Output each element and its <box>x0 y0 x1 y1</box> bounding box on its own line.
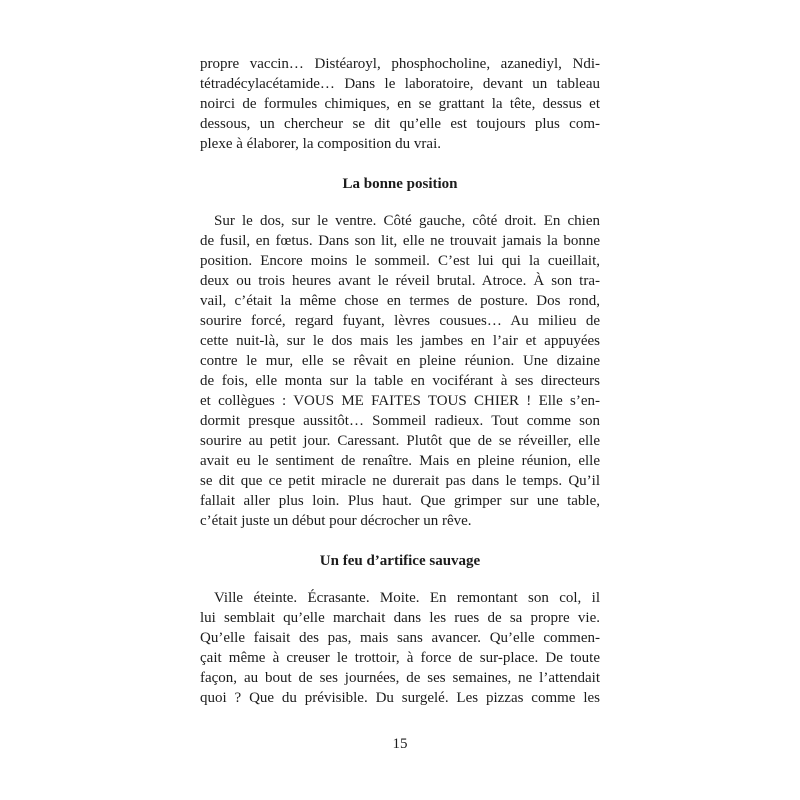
text-line: dessous, un chercheur se dit qu’elle est toujours plus com- <box>200 116 600 132</box>
text-line: propre vaccin… Distéaroyl, phosphocholine, azanediyl, Ndi- <box>200 56 600 72</box>
text-line: dormit presque aussitôt… Sommeil radieux. Tout comme son <box>200 413 600 429</box>
page-number: 15 <box>392 736 408 752</box>
text-line: de fusil, en fœtus. Dans son lit, elle ne trouvait jamais la bonne <box>200 233 600 249</box>
text-line: cette nuit-là, sur le dos mais les jambes en l’air et appuyées <box>200 333 600 349</box>
paragraph <box>200 588 600 708</box>
text-line: vail, c’était la même chose en termes de posture. Dos rond, <box>200 293 600 309</box>
text-line: position. Encore moins le sommeil. C’est lui qui la cueillait, <box>200 253 600 269</box>
text-line: sourire au petit jour. Caressant. Plutôt que de se réveiller, elle <box>200 433 600 449</box>
text-line: Sur le dos, sur le ventre. Côté gauche, côté droit. En chien <box>214 213 600 229</box>
text-line: façon, au bout de ses journées, de ses semaines, ne l’attendait <box>200 670 600 686</box>
text-line: quoi ? Que du prévisible. Du surgelé. Les pizzas comme les <box>200 690 600 706</box>
text-line: avait eu le sentiment de renaître. Mais en pleine réunion, elle <box>200 453 600 469</box>
text-line: et collègues : VOUS ME FAITES TOUS CHIER ! Elle s’en- <box>200 393 600 409</box>
section-heading: Un feu d’artifice sauvage <box>319 553 481 569</box>
text-line: lui semblait qu’elle marchait dans les rues de sa propre vie. <box>200 610 600 626</box>
text-line: Ville éteinte. Écrasante. Moite. En remontant son col, il <box>214 590 600 606</box>
text-line: contre le mur, elle se rêvait en pleine réunion. Une dizaine <box>200 353 600 369</box>
paragraph <box>200 54 600 154</box>
text-line: tétradécylacétamide… Dans le laboratoire, devant un tableau <box>200 76 600 92</box>
text-line: deux ou trois heures avant le réveil brutal. Atroce. À son tra- <box>200 273 600 289</box>
text-line: sourire forcé, regard fuyant, lèvres cousues… Au milieu de <box>200 313 600 329</box>
text-line: fallait aller plus loin. Plus haut. Que grimper sur une table, <box>200 493 600 509</box>
text-line: çait même à creuser le trottoir, à force de sur-place. De toute <box>200 650 600 666</box>
section-heading: La bonne position <box>342 176 458 192</box>
text-line: se dit que ce petit miracle ne durerait pas dans le temps. Qu’il <box>200 473 600 489</box>
page-content <box>200 0 600 708</box>
text-line: c’était juste un début pour décrocher un rêve. <box>200 513 472 529</box>
text-line: noirci de formules chimiques, en se grattant la tête, dessus et <box>200 96 600 112</box>
paragraph <box>200 211 600 531</box>
text-line: plexe à élaborer, la composition du vrai. <box>200 136 441 152</box>
text-line: de fois, elle monta sur la table en vociférant à ses directeurs <box>200 373 600 389</box>
text-line: Qu’elle faisait des pas, mais sans avancer. Qu’elle commen- <box>200 630 600 646</box>
